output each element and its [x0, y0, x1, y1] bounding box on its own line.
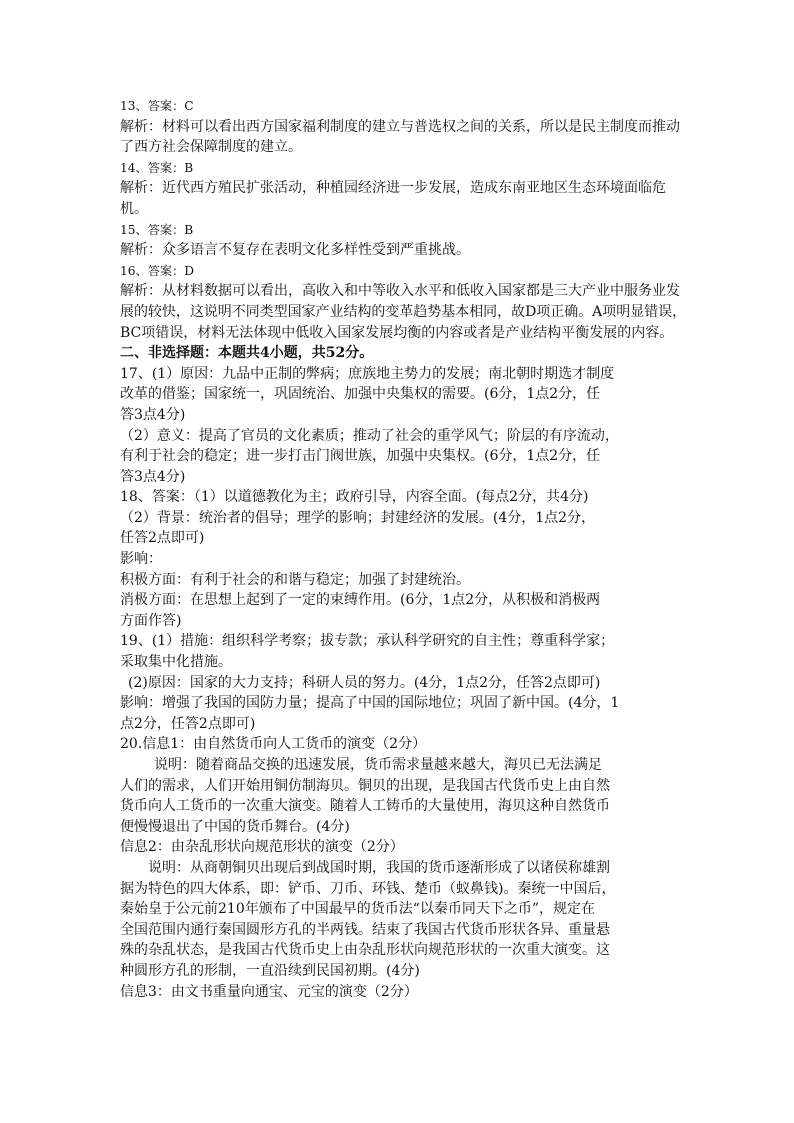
q20-info-2: 信息2：由杂乱形状向规范形状的演变（2分） — [120, 839, 404, 856]
q20-info-2-explain-4: 全国范围内通行秦国圆形方孔的半两钱。结束了我国古代货币形状各异、重量悬 — [120, 921, 610, 938]
answer-16: 16、答案：D — [120, 263, 195, 278]
q18-line-7: 方面作答) — [120, 612, 182, 629]
analysis-14-line-1: 解析：近代西方殖民扩张活动，种植园经济进一步发展，造成东南亚地区生态环境面临危 — [120, 180, 666, 197]
q20-info-2-explain-1: 说明：从商朝铜贝出现后到战国时期，我国的货币逐渐形成了以诸侯称雄割 — [148, 859, 610, 876]
answer-14: 14、答案：B — [120, 160, 194, 175]
section-heading: 二、非选择题：本题共4小题，共52分。 — [120, 345, 374, 362]
q19-line-1: 19、(1）措施：组织科学考察；拔专款；承认科学研究的自主性；尊重科学家； — [120, 633, 615, 650]
q20-info-2-explain-3: 秦始皇于公元前210年颁布了中国最早的货币法“以秦币同天下之币”，规定在 — [120, 901, 596, 918]
analysis-14-line-2: 机。 — [120, 200, 148, 217]
q17-line-3: 答3点4分) — [120, 406, 186, 423]
analysis-16-line-3: BC项错误，材料无法体现中低收入国家发展均衡的内容或者是产业结构平衡发展的内容。 — [120, 324, 674, 341]
q20-info-2-explain-2: 据为特色的四大体系，即：铲币、刀币、环钱、楚币（蚁鼻钱)。秦统一中国后， — [120, 880, 616, 897]
q19-line-5: 点2分，任答2点即可) — [120, 715, 256, 732]
q18-line-5: 积极方面：有利于社会的和谐与稳定；加强了封建统治。 — [120, 571, 470, 588]
q17-line-6: 答3点4分) — [120, 468, 186, 485]
analysis-13-line-2: 了西方社会保障制度的建立。 — [120, 139, 302, 156]
q18-line-2: （2）背景：统治者的倡导；理学的影响；封建经济的发展。(4分，1点2分， — [120, 509, 596, 526]
q19-line-4: 影响：增强了我国的国防力量；提高了中国的国际地位；巩固了新中国。(4分，1 — [120, 695, 620, 712]
answer-key-text — [120, 96, 687, 1002]
q20-info-2-explain-6: 种圆形方孔的形制，一直沿续到民国初期。(4分) — [120, 962, 420, 979]
q19-line-2: 采取集中化措施。 — [120, 654, 232, 671]
q19-line-3: (2)原因：国家的大力支持；科研人员的努力。(4分，1点2分，任答2点即可) — [128, 674, 601, 691]
answer-15: 15、答案：B — [120, 222, 194, 237]
q17-line-2: 改革的借鉴；国家统一，巩固统治、加强中央集权的需要。(6分，1点2分，任 — [120, 386, 601, 403]
q17-line-5: 有利于社会的稳定；进一步打击门阀世族，加强中央集权。(6分，1点2分，任 — [120, 448, 601, 465]
q20-info-3: 信息3：由文书重量向通宝、元宝的演变（2分） — [120, 983, 418, 1000]
q20-info-2-explain-5: 殊的杂乱状态，是我国古代货币史上由杂乱形状向规范形状的一次重大演变。这 — [120, 942, 610, 959]
q17-line-4: （2）意义：提高了官员的文化素质；推动了社会的重学风气；阶层的有序流动， — [120, 427, 619, 444]
q18-line-3: 任答2点即可) — [120, 530, 205, 547]
answer-13: 13、答案：C — [120, 99, 194, 113]
q17-line-1: 17、(1）原因：九品中正制的弊病；庶族地主势力的发展；南北朝时期选才制度 — [120, 365, 615, 382]
q18-line-6: 消极方面：在思想上起到了一定的束缚作用。(6分，1点2分，从积极和消极两 — [120, 592, 601, 609]
analysis-16-line-1: 解析：从材料数据可以看出，高收入和中等收入水平和低收入国家都是三大产业中服务业发 — [120, 283, 680, 300]
q20-info-1-explain-3: 货币向人工货币的一次重大演变。随着人工铸币的大量使用，海贝这种自然货币 — [120, 798, 610, 815]
q18-line-1: 18、答案：（1）以道德教化为主；政府引导，内容全面。(每点2分，共4分) — [120, 489, 589, 506]
q18-line-4: 影响： — [120, 551, 162, 568]
analysis-15-line-1: 解析：众多语言不复存在表明文化多样性受到严重挑战。 — [120, 242, 470, 259]
q20-info-1: 20.信息1：由自然货币向人工货币的演变（2分） — [120, 736, 427, 753]
q20-info-1-explain-1: 说明：随着商品交换的迅速发展，货币需求量越来越大，海贝已无法满足 — [154, 757, 602, 773]
analysis-16-line-2: 展的较快，这说明不同类型国家产业结构的变革趋势基本相同，故D项正确。A项明显错误， — [120, 303, 687, 320]
q20-info-1-explain-2: 人们的需求，人们开始用铜仿制海贝。铜贝的出现，是我国古代货币史上由自然 — [120, 777, 610, 794]
q20-info-1-explain-4: 便慢慢退出了中国的货币舞台。(4分) — [120, 818, 350, 835]
analysis-13-line-1: 解析：材料可以看出西方国家福利制度的建立与普选权之间的关系，所以是民主制度而推动 — [120, 118, 680, 135]
